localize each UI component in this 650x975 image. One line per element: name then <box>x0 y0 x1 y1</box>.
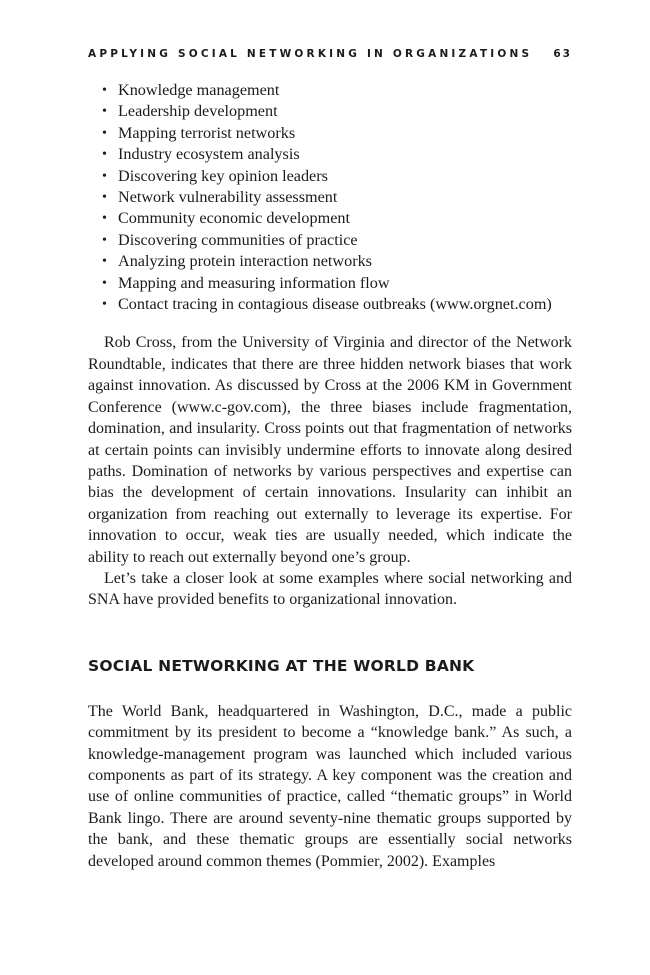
list-item <box>102 123 572 144</box>
bullet-icon: • <box>102 275 107 291</box>
bullet-icon: • <box>102 168 107 184</box>
paragraph-examples-intro: Let’s take a closer look at some examples where social networking and SNA have provided benefits to organizational innovation. <box>88 569 572 609</box>
list-item <box>102 187 572 208</box>
bullet-icon: • <box>102 211 107 227</box>
list-item-text: Analyzing protein interaction networks <box>118 252 372 271</box>
bullet-icon: • <box>102 125 107 141</box>
bullet-list <box>88 80 572 315</box>
page-number: 63 <box>553 48 572 60</box>
list-item-text: Leadership development <box>118 102 278 121</box>
list-item-text: Mapping terrorist networks <box>118 123 296 142</box>
list-item-text: Contact tracing in contagious disease outbreaks (www.orgnet.com) <box>118 295 552 314</box>
list-item-text: Knowledge management <box>118 81 280 99</box>
list-item-text: Discovering communities of practice <box>118 230 358 249</box>
list-item <box>102 144 572 165</box>
bullet-icon: • <box>102 254 107 270</box>
list-item-text: Discovering key opinion leaders <box>118 166 328 185</box>
bullet-icon: • <box>102 190 107 206</box>
list-item <box>102 294 572 315</box>
running-header <box>88 44 572 64</box>
running-title: APPLYING SOCIAL NETWORKING IN ORGANIZATIONS <box>88 48 533 60</box>
bullet-icon: • <box>102 147 107 163</box>
book-page <box>88 44 572 872</box>
list-item <box>102 101 572 122</box>
bullet-icon: • <box>102 83 107 98</box>
section-heading: SOCIAL NETWORKING AT THE WORLD BANK <box>88 656 475 675</box>
bullet-icon: • <box>102 232 107 248</box>
list-item <box>102 230 572 251</box>
list-item <box>102 251 572 272</box>
list-item-text: Industry ecosystem analysis <box>118 145 300 164</box>
paragraph-network-biases: Rob Cross, from the University of Virginia and director of the Network Roundtable, indicates that there are three hidden network biases that work against innovation. As discussed by Cross at the 2006 KM in Government Conference (www.c-gov.com), the three biases include fragmentation, domination, and insularity. Cross points out that fragmentation of networks at certain points can invisibly undermine efforts to innovate along desired paths. Domination of networks by various perspectives and expertise can bias the development of certain innovations. Insularity can inhibit an organization from reaching out externally to leverage its expertise. For innovation to occur, weak ties are usually needed, which indicate the ability to reach out externally beyond one’s group. <box>88 334 572 566</box>
list-item-text: Mapping and measuring information flow <box>118 273 390 292</box>
list-item-text: Network vulnerability assessment <box>118 188 338 207</box>
list-item-text: Community economic development <box>118 209 350 228</box>
list-item <box>102 80 572 101</box>
list-item <box>102 273 572 294</box>
bullet-icon: • <box>102 104 107 120</box>
paragraph-world-bank: The World Bank, headquartered in Washington, D.C., made a public commitment by its president to become a “knowledge bank.” As such, a knowledge-management program was launched which included various components as part of its strategy. A key component was the creation and use of online communities of practice, called “thematic groups” in World Bank lingo. There are around seventy-nine thematic groups supported by the bank, and these thematic groups are essentially social networks developed around common themes (Pommier, 2002). Examples <box>88 702 572 870</box>
list-item <box>102 166 572 187</box>
bullet-icon: • <box>102 297 107 313</box>
list-item <box>102 208 572 229</box>
